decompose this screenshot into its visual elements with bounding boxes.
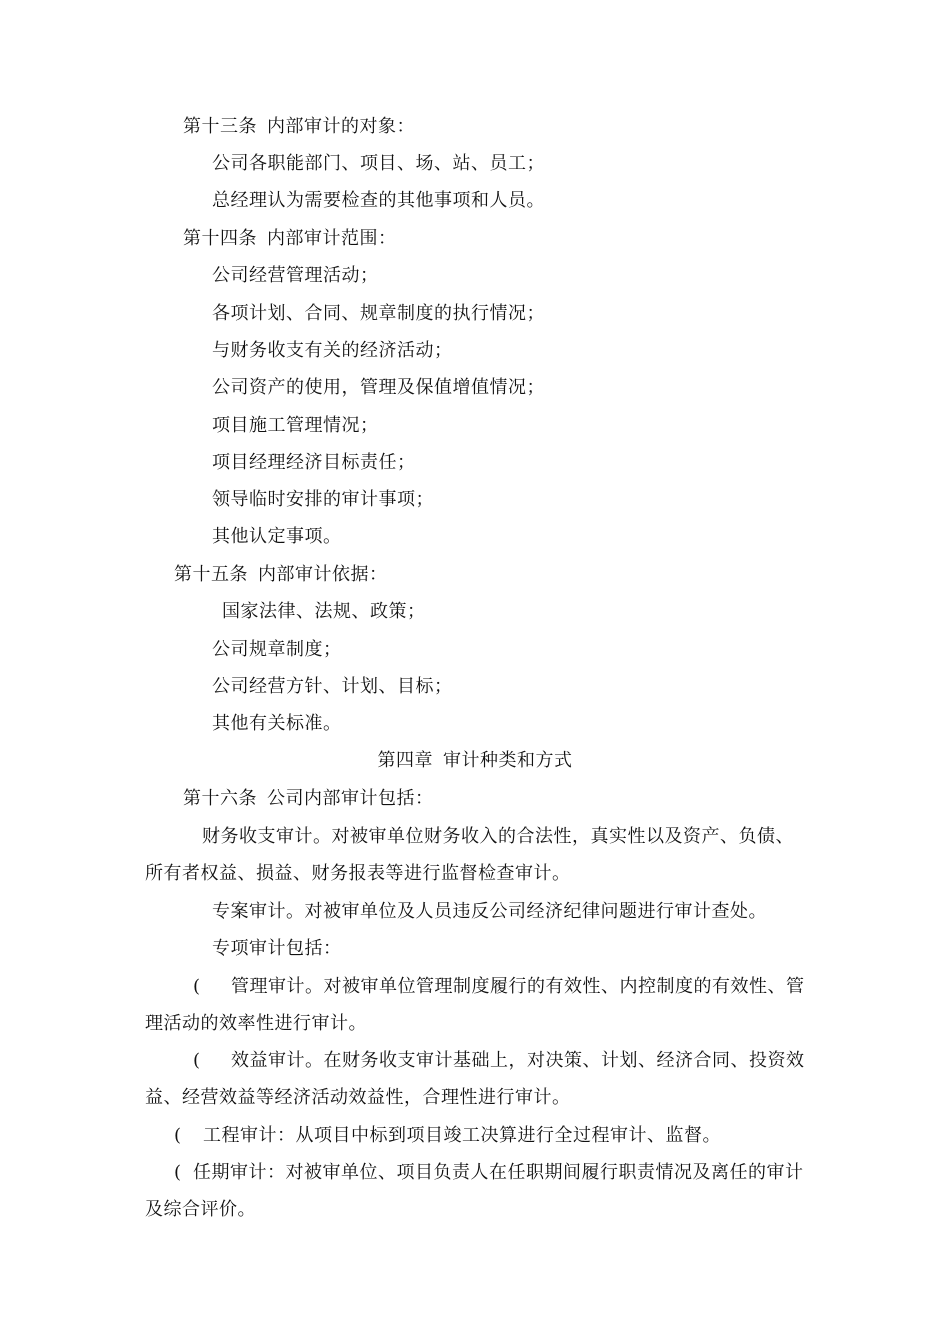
article-15-heading (174, 563, 388, 587)
article-14-item: 与财务收支有关的经济活动； (212, 340, 453, 361)
article-13-title: 内部审计的对象： (267, 116, 415, 137)
article-13-item: 总经理认为需要检查的其他事项和人员。 (212, 190, 545, 211)
article-15-item: 公司规章制度； (212, 639, 342, 660)
article-15-item: 其他有关标准。 (212, 713, 342, 734)
engineering-audit-paragraph: 工程审计：从项目中标到项目竣工决算进行全过程审计、监督。 (203, 1125, 721, 1146)
benefit-audit-paragraph: 效益审计。在财务收支审计基础上，对决策、计划、经济合同、投资效益、经营效益等经济活动效益性，合理性进行审计。 (145, 1050, 805, 1108)
article-13-heading (183, 115, 415, 139)
tenure-audit-paragraph: 任期审计：对被审单位、项目负责人在任职期间履行职责情况及离任的审计及综合评价。 (145, 1162, 804, 1220)
article-14-item: 各项计划、合同、规章制度的执行情况； (212, 303, 545, 324)
article-16-heading (183, 787, 434, 811)
article-15-item: 国家法律、法规、政策； (222, 601, 426, 622)
article-16-label: 第十六条 (183, 788, 257, 809)
chapter-4-label: 第四章 (377, 750, 433, 771)
article-14-item: 其他认定事项。 (212, 526, 342, 547)
article-14-item: 公司资产的使用，管理及保值增值情况； (212, 377, 545, 398)
article-13-label: 第十三条 (183, 116, 257, 137)
special-audit-intro: 专项审计包括： (212, 938, 342, 959)
article-14-label: 第十四条 (183, 228, 257, 249)
article-14-item: 项目施工管理情况； (212, 415, 379, 436)
article-14-item: 项目经理经济目标责任； (212, 452, 416, 473)
management-audit-paragraph: 管理审计。对被审单位管理制度履行的有效性、内控制度的有效性、管理活动的效率性进行审计。 (145, 976, 805, 1034)
article-16-title: 公司内部审计包括： (267, 788, 434, 809)
article-14-item: 公司经营管理活动； (212, 265, 379, 286)
management-audit-paren: ( (193, 976, 201, 997)
article-15-title: 内部审计依据： (258, 564, 388, 585)
chapter-4-heading (0, 749, 950, 773)
article-15-label: 第十五条 (174, 564, 248, 585)
article-13-item: 公司各职能部门、项目、场、站、员工； (212, 153, 545, 174)
financial-audit-paragraph: 财务收支审计。对被审单位财务收入的合法性，真实性以及资产、负债、所有者权益、损益、财务报表等进行监督检查审计。 (145, 826, 794, 884)
chapter-4-title: 审计种类和方式 (443, 750, 573, 771)
article-14-heading (183, 227, 397, 251)
tenure-audit-paren: ( (174, 1162, 182, 1183)
article-14-item: 领导临时安排的审计事项； (212, 489, 434, 510)
special-case-audit-paragraph: 专案审计。对被审单位及人员违反公司经济纪律问题进行审计查处。 (212, 901, 767, 922)
engineering-audit-paren: ( (174, 1125, 182, 1146)
article-15-item: 公司经营方针、计划、目标； (212, 676, 453, 697)
article-14-title: 内部审计范围： (267, 228, 397, 249)
benefit-audit-paren: ( (193, 1050, 201, 1071)
